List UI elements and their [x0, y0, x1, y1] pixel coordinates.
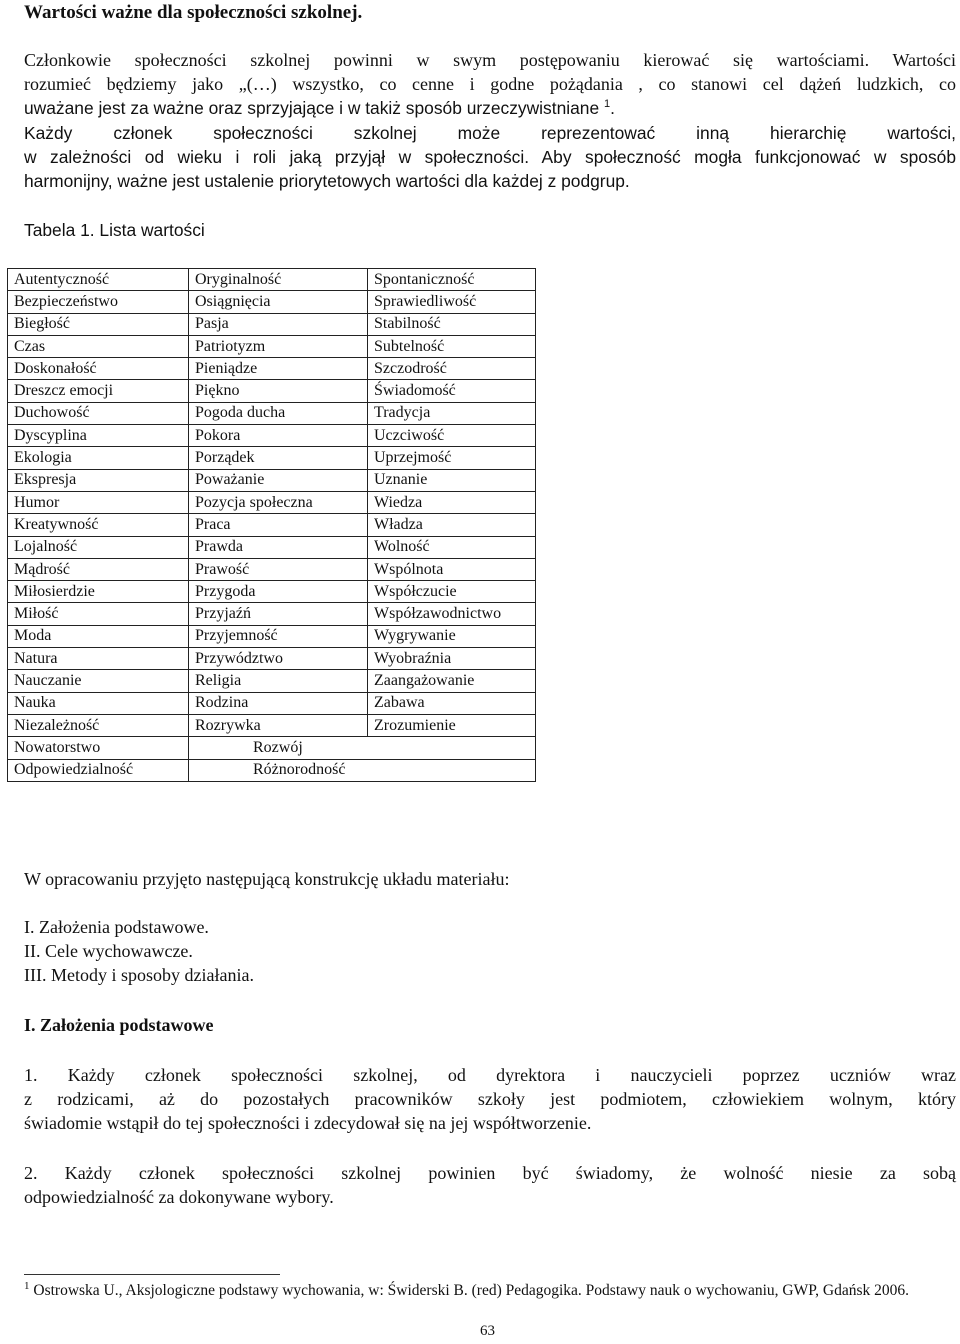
intro-line-last: uważane jest za ważne oraz sprzyjające i w takiż sposób urzeczywistniane $^1$.	[24, 97, 615, 118]
table-row	[8, 648, 536, 670]
table-cell: Zaangażowanie	[368, 670, 536, 692]
table-cell: Patriotyzm	[189, 335, 368, 357]
structure-item: I. Założenia podstawowe.	[24, 917, 209, 937]
point-1-line: z rodzicami, aż do pozostałych pracowników szkoły jest podmiotem, człowiekiem wolnym, który	[24, 1088, 956, 1109]
table-cell: Sprawiedliwość	[368, 291, 536, 313]
table-cell: Subtelność	[368, 335, 536, 357]
table-cell: Świadomość	[368, 380, 536, 402]
table-cell: Dreszcz emocji	[8, 380, 189, 402]
table-row	[8, 737, 536, 759]
table-cell: Rozwój	[189, 737, 536, 759]
table-cell: Natura	[8, 648, 189, 670]
footnote-divider	[24, 1274, 280, 1275]
table-cell: Szczodrość	[368, 358, 536, 380]
table-cell: Prawda	[189, 536, 368, 558]
table-cell: Ekologia	[8, 447, 189, 469]
table-cell: Zabawa	[368, 692, 536, 714]
table-cell: Miłość	[8, 603, 189, 625]
table-cell: Nauczanie	[8, 670, 189, 692]
intro-paragraph	[24, 49, 956, 120]
table-row	[8, 447, 536, 469]
footnote-text: Ostrowska U., Aksjologiczne podstawy wychowania, w: Świderski B. (red) Pedagogika. Podstawy nauk o wychowaniu, GWP, Gdańsk 2006.	[29, 1282, 910, 1299]
table-cell: Uznanie	[368, 469, 536, 491]
table-row	[8, 692, 536, 714]
table-cell: Piękno	[189, 380, 368, 402]
table-row	[8, 536, 536, 558]
table-row	[8, 759, 536, 781]
table-cell: Doskonałość	[8, 358, 189, 380]
table-cell: Przygoda	[189, 581, 368, 603]
table-cell: Kreatywność	[8, 514, 189, 536]
table-cell: Stabilność	[368, 313, 536, 335]
table-cell: Bezpieczeństwo	[8, 291, 189, 313]
table-cell: Prawość	[189, 558, 368, 580]
table-cell: Duchowość	[8, 402, 189, 424]
table-cell: Spontaniczność	[368, 269, 536, 291]
table-row	[8, 603, 536, 625]
table-row	[8, 714, 536, 736]
table-cell: Nauka	[8, 692, 189, 714]
table-cell: Nowatorstwo	[8, 737, 189, 759]
table-row	[8, 335, 536, 357]
table-cell: Wspólnota	[368, 558, 536, 580]
table-cell: Pozycja społeczna	[189, 491, 368, 513]
table-cell: Osiągnięcia	[189, 291, 368, 313]
table-cell: Poważanie	[189, 469, 368, 491]
table-cell: Praca	[189, 514, 368, 536]
table-cell: Przyjemność	[189, 625, 368, 647]
table-cell: Współczucie	[368, 581, 536, 603]
table-row	[8, 269, 536, 291]
table-cell: Mądrość	[8, 558, 189, 580]
table-row	[8, 514, 536, 536]
second-paragraph-line-last: harmonijny, ważne jest ustalenie priorytetowych wartości dla każdej z podgrup.	[24, 170, 630, 191]
section-heading: I. Założenia podstawowe	[24, 1015, 214, 1035]
table-cell: Czas	[8, 335, 189, 357]
table-cell: Uczciwość	[368, 425, 536, 447]
table-row	[8, 469, 536, 491]
table-cell: Oryginalność	[189, 269, 368, 291]
table-cell: Pokora	[189, 425, 368, 447]
table-cell: Pasja	[189, 313, 368, 335]
table-cell: Biegłość	[8, 313, 189, 335]
table-cell: Współzawodnictwo	[368, 603, 536, 625]
table-cell: Humor	[8, 491, 189, 513]
footnote-mark: 1	[24, 1279, 30, 1292]
footnote	[24, 1280, 944, 1302]
table-cell: Porządek	[189, 447, 368, 469]
point-1	[24, 1064, 956, 1135]
table-row	[8, 425, 536, 447]
table-row	[8, 291, 536, 313]
table-cell: Wyobraźnia	[368, 648, 536, 670]
table-row	[8, 625, 536, 647]
point-1-line-last: świadomie wstąpił do tej społeczności i zdecydował się na jej współtworzenie.	[24, 1112, 592, 1133]
table-cell: Lojalność	[8, 536, 189, 558]
table-row	[8, 402, 536, 424]
table-cell: Wolność	[368, 536, 536, 558]
table-cell: Miłosierdzie	[8, 581, 189, 603]
second-paragraph-line: Każdy członek społeczności szkolnej może reprezentować inną hierarchię wartości,	[24, 123, 956, 143]
table-row	[8, 313, 536, 335]
values-table	[7, 268, 536, 782]
table-cell: Władza	[368, 514, 536, 536]
table-cell: Rozrywka	[189, 714, 368, 736]
intro-last-text: uważane jest za ważne oraz sprzyjające i w takiż sposób urzeczywistniane	[24, 97, 600, 118]
table-cell: Moda	[8, 625, 189, 647]
table-row	[8, 558, 536, 580]
table-cell: Odpowiedzialność	[8, 759, 189, 781]
table-cell: Różnorodność	[189, 759, 536, 781]
point-2-line: 2. Każdy członek społeczności szkolnej powinien być świadomy, że wolność niesie za sobą	[24, 1163, 956, 1183]
table-cell: Pieniądze	[189, 358, 368, 380]
table-row	[8, 491, 536, 513]
table-cell: Przyjaźń	[189, 603, 368, 625]
page-title: Wartości ważne dla społeczności szkolnej.	[24, 2, 363, 23]
table-cell: Rodzina	[189, 692, 368, 714]
table-cell: Ekspresja	[8, 469, 189, 491]
table-row	[8, 670, 536, 692]
table-cell: Pogoda ducha	[189, 402, 368, 424]
page-number: 63	[480, 1323, 495, 1339]
table-cell: Religia	[189, 670, 368, 692]
structure-item: III. Metody i sposoby działania.	[24, 965, 254, 985]
table-cell: Wiedza	[368, 491, 536, 513]
structure-item: II. Cele wychowawcze.	[24, 941, 193, 961]
intro-line: Członkowie społeczności szkolnej powinni w swym postępowaniu kierować się wartościami. Wartości	[24, 50, 956, 70]
table-caption: Tabela 1. Lista wartości	[24, 220, 205, 240]
point-1-line: 1. Każdy członek społeczności szkolnej, od dyrektora i nauczycieli poprzez uczniów wraz	[24, 1065, 956, 1085]
table-row	[8, 358, 536, 380]
table-cell: Uprzejmość	[368, 447, 536, 469]
table-row	[8, 380, 536, 402]
second-paragraph	[24, 122, 956, 193]
table-cell: Autentyczność	[8, 269, 189, 291]
point-2	[24, 1162, 956, 1210]
table-cell: Tradycja	[368, 402, 536, 424]
footnote-reference: 1	[603, 97, 611, 110]
table-cell: Dyscyplina	[8, 425, 189, 447]
table-cell: Wygrywanie	[368, 625, 536, 647]
table-row	[8, 581, 536, 603]
table-cell: Przywództwo	[189, 648, 368, 670]
intro-line: rozumieć będziemy jako „(…) wszystko, co cenne i godne pożądania , co stanowi cel dążeń ludzkich, co	[24, 73, 956, 94]
table-cell: Zrozumienie	[368, 714, 536, 736]
structure-intro: W opracowaniu przyjęto następującą konstrukcję układu materiału:	[24, 869, 510, 889]
second-paragraph-line: w zależności od wieku i roli jaką przyjął w społeczności. Aby społeczność mogła funkcjonować w sposób	[24, 146, 956, 167]
point-2-line-last: odpowiedzialność za dokonywane wybory.	[24, 1186, 334, 1207]
table-cell: Niezależność	[8, 714, 189, 736]
